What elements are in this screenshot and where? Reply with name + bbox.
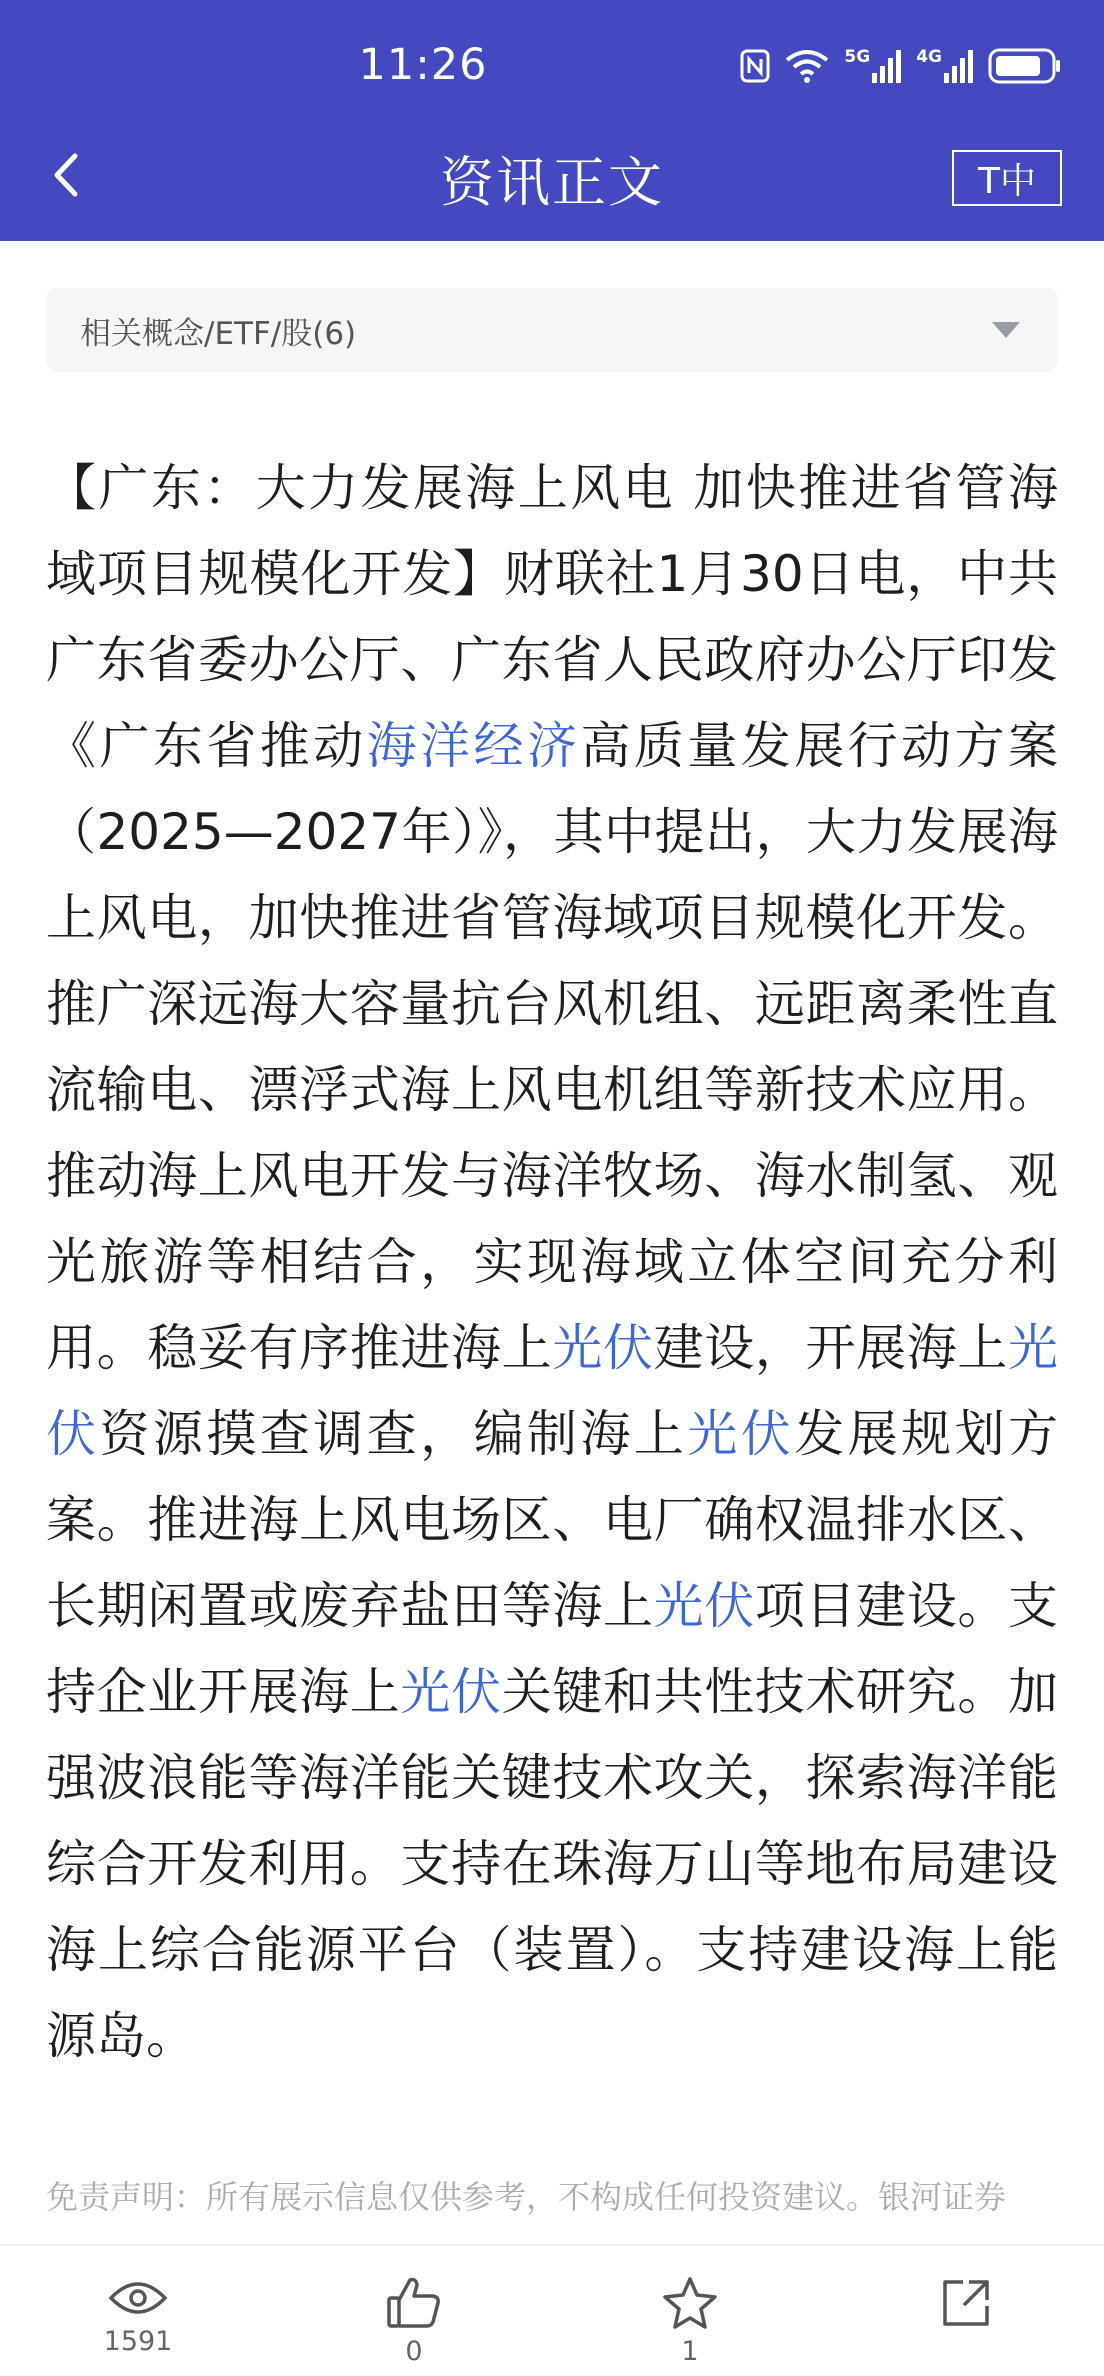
article-text: 项目建设。支持企业开展海上 [46,1577,1059,1721]
font-size-button[interactable]: T中 [952,150,1062,206]
star-icon [661,2276,719,2330]
article-text: 建设，开展海上 [653,1319,1009,1377]
article-text: 【广东：大力发展海上风电 加快推进省管海域项目规模化开发】财联社1月30日电，中共广东省委办公厅、广东省人民政府办公厅印发《广东省推动 [46,459,1058,775]
share-icon [939,2276,993,2330]
signal-4g-label: 4G [916,47,942,67]
article-text: 关键和共性技术研究。加强波浪能等海洋能关键技术攻关，探索海洋能综合开发利用。支持在珠海万山等地布局建设海上综合能源平台（装置）。支持建设海上能源岛。 [46,1663,1059,2065]
disclaimer: 免责声明：所有展示信息仅供参考，不构成任何投资建议。银河证券 [46,2178,1007,2216]
concept-link[interactable]: 光伏 [687,1405,795,1463]
views-button[interactable] [0,2246,276,2376]
signal-5g-label: 5G [844,47,871,67]
nfc-icon [740,49,770,83]
concept-link[interactable]: 光伏 [400,1663,502,1721]
share-button[interactable] [828,2246,1104,2376]
article-body [46,445,1058,2079]
eye-icon [108,2276,168,2320]
concept-link[interactable]: 海洋经济 [366,717,581,775]
thumbs-up-icon [386,2276,442,2330]
favorites-count: 1 [681,2336,699,2367]
likes-count: 0 [405,2336,423,2367]
header-bar [0,0,1104,241]
related-concepts-label: 相关概念/ETF/股(6) [80,315,357,352]
related-concepts-dropdown[interactable] [46,288,1058,372]
bottom-action-bar [0,2244,1104,2376]
signal-5g-icon [844,49,902,83]
concept-link[interactable]: 光伏 [46,1319,1059,1463]
concept-link[interactable]: 光伏 [552,1319,654,1377]
wifi-icon [784,48,830,84]
article-text: 资源摸查调查，编制海上 [99,1405,688,1463]
views-count: 1591 [103,2326,173,2357]
article-text: 发展规划方案。推进海上风电场区、电厂确权温排水区、长期闲置或废弃盐田等海上 [46,1405,1059,1635]
page-title: 资讯正文 [440,151,664,214]
battery-icon [988,48,1062,84]
article-text: 高质量发展行动方案（2025—2027年）》，其中提出，大力发展海上风电，加快推进省管海域项目规模化开发。推广深远海大容量抗台风机组、远距离柔性直流输电、漂浮式海上风电机组等新技术应用。推动海上风电开发与海洋牧场、海水制氢、观光旅游等相结合，实现海域立体空间充分利用。稳妥有序推进海上 [46,717,1059,1377]
favorite-button[interactable] [552,2246,828,2376]
signal-4g-icon [916,49,974,83]
status-time: 11:26 [358,40,488,90]
status-icons [740,44,1062,88]
concept-link[interactable]: 光伏 [653,1577,755,1635]
like-button[interactable] [276,2246,552,2376]
caret-down-icon [992,322,1020,338]
